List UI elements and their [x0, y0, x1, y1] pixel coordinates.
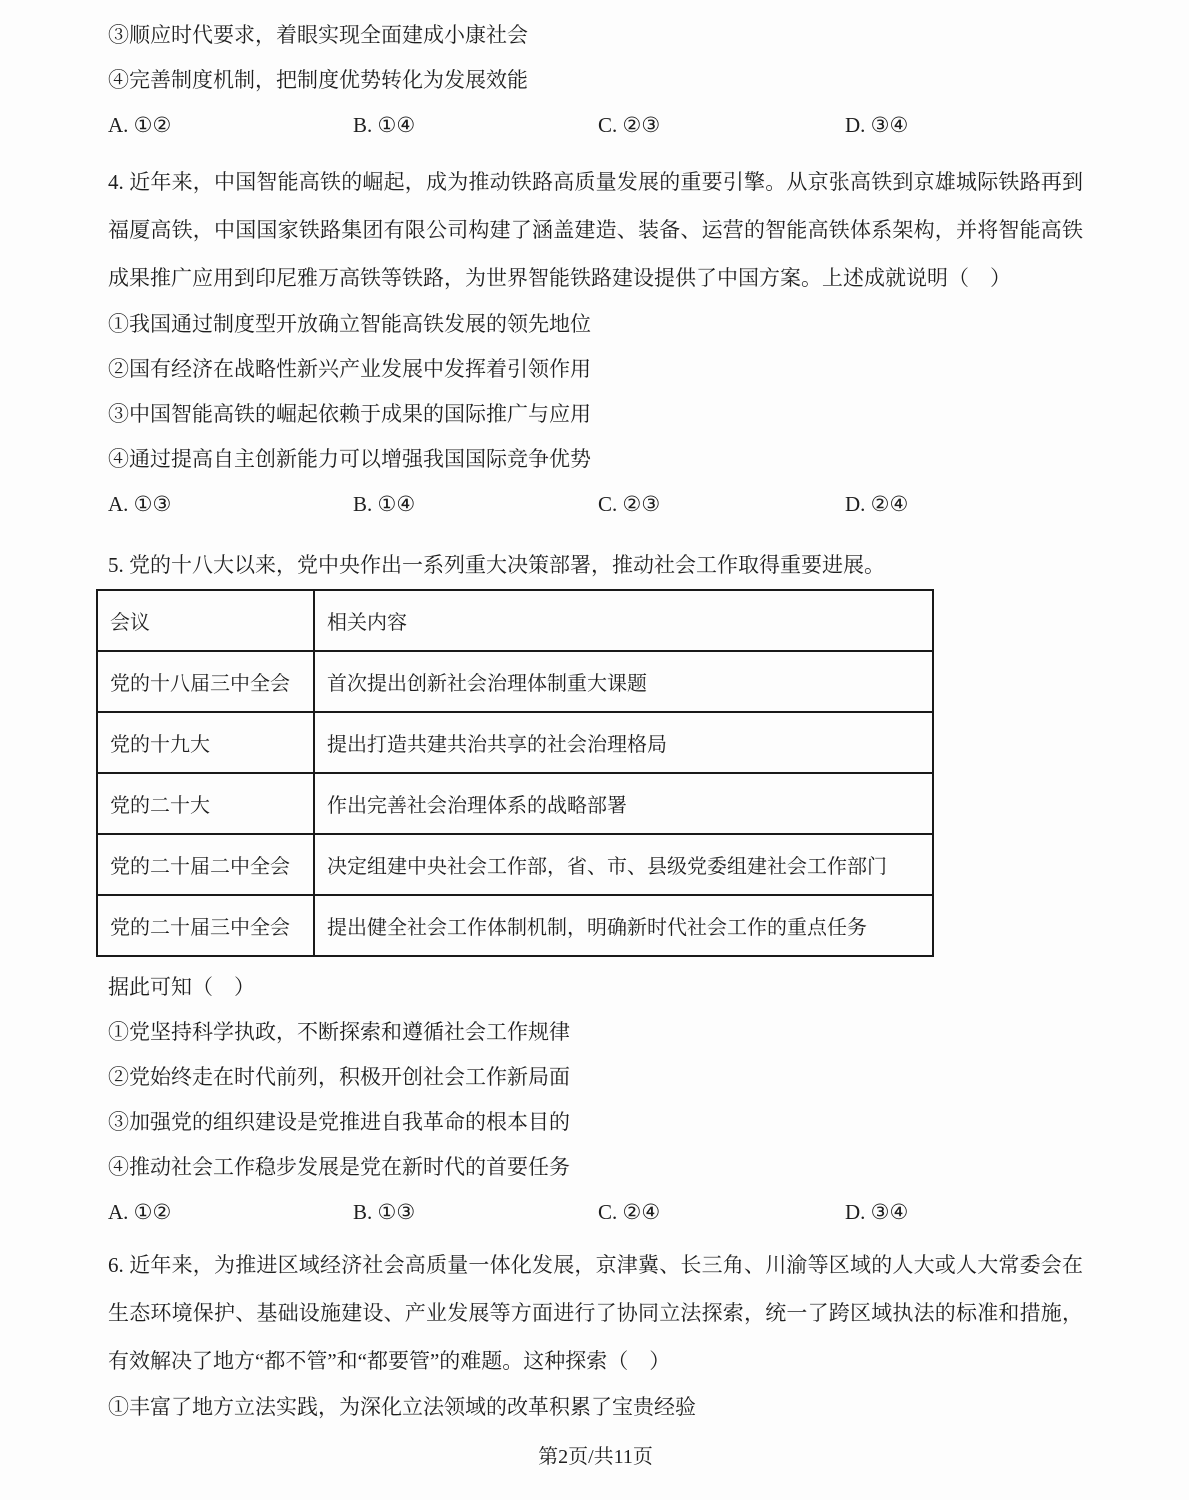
statement-line-3: ③顺应时代要求，着眼实现全面建成小康社会 — [108, 23, 528, 47]
answer-option-a: A. ①③ — [108, 492, 172, 516]
table-cell-meeting: 党的二十届二中全会 — [97, 834, 314, 895]
answer-option-c: C. ②③ — [598, 113, 661, 137]
answer-row-q5 — [108, 1190, 1083, 1235]
answer-option-d: D. ③④ — [845, 1200, 909, 1224]
statement-line-1: ①丰富了地方立法实践，为深化立法领域的改革积累了宝贵经验 — [108, 1395, 696, 1419]
answer-option-b: B. ①④ — [353, 492, 416, 516]
statement-line-4: ④完善制度机制，把制度优势转化为发展效能 — [108, 68, 528, 92]
answer-option-c: C. ②③ — [598, 492, 661, 516]
table-header-content: 相关内容 — [314, 590, 933, 651]
question-4-section — [108, 158, 1083, 527]
answer-option-d: D. ②④ — [845, 492, 909, 516]
table-cell-content: 首次提出创新社会治理体制重大课题 — [314, 651, 933, 712]
table-cell-meeting: 党的二十大 — [97, 773, 314, 834]
question-5-section — [108, 541, 1083, 1235]
statement-line-3: ③加强党的组织建设是党推进自我革命的根本目的 — [108, 1110, 570, 1134]
statement-line-2: ②国有经济在战略性新兴产业发展中发挥着引领作用 — [108, 357, 591, 381]
answer-row-q4 — [108, 482, 1083, 527]
meeting-table — [96, 589, 934, 957]
question-5-stem: 5. 党的十八大以来，党中央作出一系列重大决策部署，推动社会工作取得重要进展。 — [108, 553, 885, 577]
question-4-stem: 4. 近年来，中国智能高铁的崛起，成为推动铁路高质量发展的重要引擎。从京张高铁到京雄城际铁路再到福厦高铁，中国国家铁路集团有限公司构建了涵盖建造、装备、运营的智能高铁体系架构，并将智能高铁成果推广应用到印尼雅万高铁等铁路，为世界智能铁路建设提供了中国方案。上述成就说明（ ） — [108, 170, 1083, 290]
table-row — [97, 834, 933, 895]
table-cell-meeting: 党的十九大 — [97, 712, 314, 773]
statement-line-4: ④推动社会工作稳步发展是党在新时代的首要任务 — [108, 1155, 570, 1179]
statement-line-1: ①我国通过制度型开放确立智能高铁发展的领先地位 — [108, 312, 591, 336]
statement-line-2: ②党始终走在时代前列，积极开创社会工作新局面 — [108, 1065, 570, 1089]
answer-option-d: D. ③④ — [845, 113, 909, 137]
question-6-stem: 6. 近年来，为推进区域经济社会高质量一体化发展，京津冀、长三角、川渝等区域的人大或人大常委会在生态环境保护、基础设施建设、产业发展等方面进行了协同立法探索，统一了跨区域执法的标准和措施，有效解决了地方“都不管”和“都要管”的难题。这种探索（ ） — [108, 1253, 1083, 1373]
statement-line-1: ①党坚持科学执政，不断探索和遵循社会工作规律 — [108, 1020, 570, 1044]
table-header-meeting: 会议 — [97, 590, 314, 651]
statement-line-4: ④通过提高自主创新能力可以增强我国国际竞争优势 — [108, 447, 591, 471]
answer-option-b: B. ①③ — [353, 1200, 416, 1224]
table-cell-content: 决定组建中央社会工作部，省、市、县级党委组建社会工作部门 — [314, 834, 933, 895]
table-cell-content: 提出健全社会工作体制机制，明确新时代社会工作的重点任务 — [314, 895, 933, 956]
table-cell-meeting: 党的二十届三中全会 — [97, 895, 314, 956]
table-row — [97, 895, 933, 956]
page-footer: 第2页/共11页 — [538, 1446, 653, 1468]
question-5-prompt: 据此可知（ ） — [108, 975, 255, 999]
answer-option-c: C. ②④ — [598, 1200, 661, 1224]
table-row — [97, 712, 933, 773]
answer-option-a: A. ①② — [108, 113, 172, 137]
table-row — [97, 651, 933, 712]
table-header-row — [97, 590, 933, 651]
answer-option-a: A. ①② — [108, 1200, 172, 1224]
question-3-options-section — [108, 13, 1083, 148]
table-cell-content: 提出打造共建共治共享的社会治理格局 — [314, 712, 933, 773]
answer-row-q3 — [108, 103, 1083, 148]
answer-option-b: B. ①④ — [353, 113, 416, 137]
question-6-section — [108, 1241, 1083, 1430]
table-row — [97, 773, 933, 834]
statement-line-3: ③中国智能高铁的崛起依赖于成果的国际推广与应用 — [108, 402, 591, 426]
table-cell-content: 作出完善社会治理体系的战略部署 — [314, 773, 933, 834]
table-cell-meeting: 党的十八届三中全会 — [97, 651, 314, 712]
